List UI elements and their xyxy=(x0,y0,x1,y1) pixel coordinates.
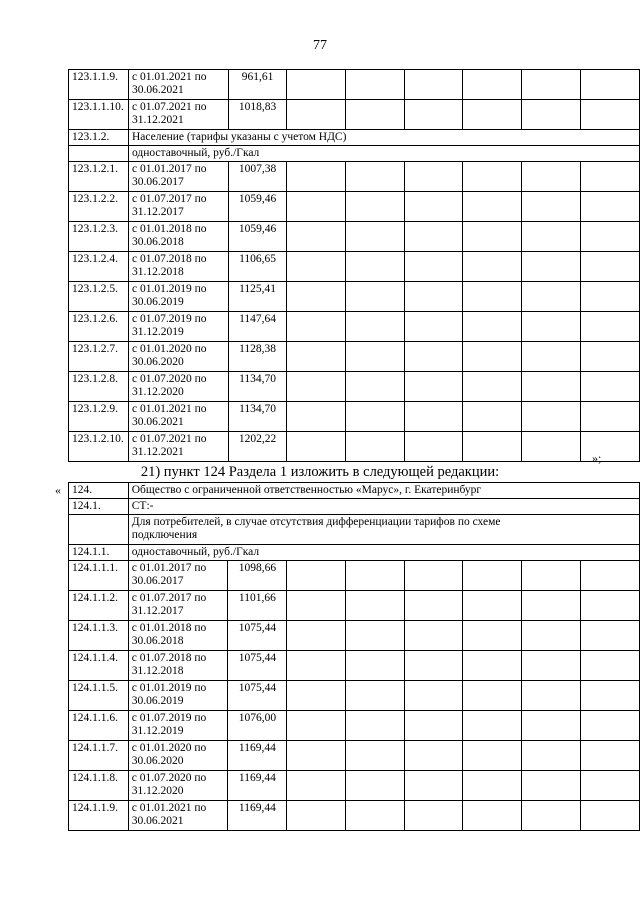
empty-cell xyxy=(345,312,404,342)
empty-cell xyxy=(463,801,522,831)
empty-cell xyxy=(463,402,522,432)
empty-cell xyxy=(522,771,580,801)
period-line: с 01.01.2018 по xyxy=(131,622,207,634)
empty-cell xyxy=(463,192,522,222)
period-line: 30.06.2017 xyxy=(131,176,184,188)
row-code: 124. xyxy=(69,483,129,499)
empty-cell xyxy=(580,771,639,801)
spanning-text: СТ:- xyxy=(131,500,154,512)
tariff-value: 1106,65 xyxy=(228,252,287,282)
period-line: 31.12.2018 xyxy=(131,266,184,278)
empty-cell xyxy=(463,681,522,711)
table-row xyxy=(69,681,640,711)
empty-cell xyxy=(404,621,462,651)
empty-cell xyxy=(463,222,522,252)
empty-cell xyxy=(345,621,404,651)
empty-cell xyxy=(580,100,639,130)
tariff-value: 1128,38 xyxy=(228,342,287,372)
empty-cell xyxy=(522,100,580,130)
table-row xyxy=(69,100,640,130)
table-row xyxy=(69,342,640,372)
empty-cell xyxy=(522,432,580,462)
tariff-value: 1147,64 xyxy=(228,312,287,342)
period-line: 31.12.2019 xyxy=(131,326,184,338)
row-code: 123.1.2. xyxy=(69,130,129,146)
empty-cell xyxy=(580,651,639,681)
row-code: 124.1. xyxy=(69,499,129,515)
empty-cell xyxy=(345,801,404,831)
empty-cell xyxy=(404,561,462,591)
empty-cell xyxy=(345,222,404,252)
spanning-text: подключения xyxy=(131,529,198,541)
empty-cell xyxy=(580,711,639,741)
empty-cell xyxy=(404,801,462,831)
empty-cell xyxy=(404,432,462,462)
period-cell xyxy=(128,432,228,462)
row-code: 123.1.2.10. xyxy=(69,432,129,462)
table-row xyxy=(69,282,640,312)
period-line: с 01.01.2019 по xyxy=(131,283,207,295)
tariff-value: 1134,70 xyxy=(228,372,287,402)
tariff-value: 1059,46 xyxy=(228,222,287,252)
empty-cell xyxy=(580,372,639,402)
empty-cell xyxy=(580,70,639,100)
table-row xyxy=(69,222,640,252)
spanning-text: Население (тарифы указаны с учетом НДС) xyxy=(131,131,347,143)
tariff-value: 1007,38 xyxy=(228,162,287,192)
empty-cell xyxy=(522,711,580,741)
period-line: 31.12.2021 xyxy=(131,446,184,458)
table-row xyxy=(69,312,640,342)
opening-quote: « xyxy=(55,483,61,497)
empty-cell xyxy=(522,222,580,252)
period-line: с 01.07.2019 по xyxy=(131,313,207,325)
empty-cell xyxy=(345,70,404,100)
tariff-value: 1101,66 xyxy=(228,591,287,621)
row-code: 124.1.1.2. xyxy=(69,591,129,621)
empty-cell xyxy=(287,432,345,462)
empty-cell xyxy=(345,100,404,130)
spanning-text: Для потребителей, в случае отсутствия дифференциации тарифов по схеме xyxy=(131,516,501,528)
row-code: 123.1.2.5. xyxy=(69,282,129,312)
period-line: 30.06.2021 xyxy=(131,815,184,827)
period-line: 31.12.2020 xyxy=(131,386,184,398)
period-line: с 01.01.2020 по xyxy=(131,742,207,754)
empty-cell xyxy=(287,711,345,741)
table-row xyxy=(69,252,640,282)
table-row xyxy=(69,130,640,146)
spanning-cell xyxy=(128,499,639,515)
spanning-text: одноставочный, руб./Гкал xyxy=(131,147,260,159)
empty-cell xyxy=(404,741,462,771)
row-code: 123.1.2.7. xyxy=(69,342,129,372)
row-code: 123.1.2.6. xyxy=(69,312,129,342)
empty-cell xyxy=(345,372,404,402)
table-row xyxy=(69,402,640,432)
period-line: с 01.01.2019 по xyxy=(131,682,207,694)
period-line: 31.12.2017 xyxy=(131,605,184,617)
tariff-value: 1169,44 xyxy=(228,741,287,771)
tariff-table-124 xyxy=(68,482,640,831)
empty-cell xyxy=(463,252,522,282)
period-line: с 01.01.2017 по xyxy=(131,163,207,175)
table-row xyxy=(69,591,640,621)
empty-cell xyxy=(463,162,522,192)
empty-cell xyxy=(287,801,345,831)
period-cell xyxy=(128,402,228,432)
empty-cell xyxy=(287,372,345,402)
table-row xyxy=(69,515,640,545)
tariff-value: 1098,66 xyxy=(228,561,287,591)
period-line: с 01.07.2019 по xyxy=(131,712,207,724)
empty-cell xyxy=(404,771,462,801)
empty-cell xyxy=(463,282,522,312)
empty-cell xyxy=(404,252,462,282)
period-line: 30.06.2020 xyxy=(131,356,184,368)
period-cell xyxy=(128,741,228,771)
empty-cell xyxy=(580,402,639,432)
period-line: с 01.01.2018 по xyxy=(131,223,207,235)
period-cell xyxy=(128,621,228,651)
empty-cell xyxy=(345,342,404,372)
empty-cell xyxy=(522,801,580,831)
empty-cell xyxy=(580,591,639,621)
table-row xyxy=(69,146,640,162)
empty-cell xyxy=(404,402,462,432)
tariff-value: 1075,44 xyxy=(228,681,287,711)
period-line: 30.06.2018 xyxy=(131,236,184,248)
empty-cell xyxy=(580,252,639,282)
period-line: 30.06.2017 xyxy=(131,575,184,587)
empty-cell xyxy=(287,561,345,591)
period-line: 31.12.2021 xyxy=(131,114,184,126)
spanning-text: Общество с ограниченной ответственностью «Марус», г. Екатеринбург xyxy=(131,484,482,496)
tariff-value: 1125,41 xyxy=(228,282,287,312)
period-line: с 01.07.2017 по xyxy=(131,592,207,604)
table-row xyxy=(69,70,640,100)
empty-cell xyxy=(404,282,462,312)
row-code: 124.1.1.9. xyxy=(69,801,129,831)
period-line: с 01.01.2020 по xyxy=(131,343,207,355)
empty-cell xyxy=(345,561,404,591)
empty-cell xyxy=(404,222,462,252)
empty-cell xyxy=(522,70,580,100)
table-row xyxy=(69,621,640,651)
tariff-value: 1075,44 xyxy=(228,621,287,651)
empty-cell xyxy=(404,651,462,681)
empty-cell xyxy=(287,282,345,312)
tariff-value: 1169,44 xyxy=(228,771,287,801)
tariff-value: 1134,70 xyxy=(228,402,287,432)
row-code: 124.1.1. xyxy=(69,545,129,561)
period-line: с 01.07.2020 по xyxy=(131,772,207,784)
table-row xyxy=(69,741,640,771)
empty-cell xyxy=(463,561,522,591)
empty-cell xyxy=(287,621,345,651)
empty-cell xyxy=(345,741,404,771)
spanning-cell xyxy=(128,515,639,545)
empty-cell xyxy=(580,432,639,462)
period-cell xyxy=(128,252,228,282)
empty-cell xyxy=(463,621,522,651)
empty-cell xyxy=(580,192,639,222)
empty-cell xyxy=(404,591,462,621)
empty-cell xyxy=(345,282,404,312)
row-code xyxy=(69,146,129,162)
table-row xyxy=(69,499,640,515)
empty-cell xyxy=(404,192,462,222)
empty-cell xyxy=(522,651,580,681)
empty-cell xyxy=(522,342,580,372)
empty-cell xyxy=(345,591,404,621)
empty-cell xyxy=(404,372,462,402)
period-line: 31.12.2019 xyxy=(131,725,184,737)
row-code: 124.1.1.4. xyxy=(69,651,129,681)
empty-cell xyxy=(522,312,580,342)
period-cell xyxy=(128,192,228,222)
tariff-value: 1076,00 xyxy=(228,711,287,741)
empty-cell xyxy=(522,561,580,591)
empty-cell xyxy=(287,741,345,771)
period-cell xyxy=(128,222,228,252)
empty-cell xyxy=(580,222,639,252)
table-row xyxy=(69,711,640,741)
tariff-value: 1202,22 xyxy=(228,432,287,462)
period-cell xyxy=(128,801,228,831)
period-cell xyxy=(128,681,228,711)
period-line: с 01.01.2021 по xyxy=(131,802,207,814)
empty-cell xyxy=(287,252,345,282)
table-row xyxy=(69,162,640,192)
period-line: 30.06.2021 xyxy=(131,84,184,96)
empty-cell xyxy=(287,771,345,801)
period-cell xyxy=(128,342,228,372)
period-line: 31.12.2018 xyxy=(131,665,184,677)
period-cell xyxy=(128,591,228,621)
period-line: 30.06.2021 xyxy=(131,416,184,428)
empty-cell xyxy=(287,591,345,621)
period-cell xyxy=(128,70,228,100)
page-number: 77 xyxy=(313,38,327,53)
row-code: 124.1.1.6. xyxy=(69,711,129,741)
empty-cell xyxy=(522,282,580,312)
tariff-value: 1018,83 xyxy=(228,100,287,130)
empty-cell xyxy=(463,771,522,801)
empty-cell xyxy=(463,651,522,681)
empty-cell xyxy=(580,312,639,342)
table-row xyxy=(69,545,640,561)
empty-cell xyxy=(287,312,345,342)
empty-cell xyxy=(404,162,462,192)
empty-cell xyxy=(580,801,639,831)
empty-cell xyxy=(345,711,404,741)
row-code xyxy=(69,515,129,545)
empty-cell xyxy=(287,162,345,192)
empty-cell xyxy=(522,741,580,771)
period-line: 30.06.2019 xyxy=(131,296,184,308)
empty-cell xyxy=(345,192,404,222)
empty-cell xyxy=(404,70,462,100)
period-line: с 01.07.2018 по xyxy=(131,253,207,265)
empty-cell xyxy=(463,100,522,130)
empty-cell xyxy=(522,681,580,711)
empty-cell xyxy=(463,70,522,100)
period-line: с 01.07.2021 по xyxy=(131,101,207,113)
period-line: с 01.07.2017 по xyxy=(131,193,207,205)
empty-cell xyxy=(522,372,580,402)
spanning-cell xyxy=(128,130,639,146)
empty-cell xyxy=(522,252,580,282)
row-code: 124.1.1.7. xyxy=(69,741,129,771)
row-code: 123.1.2.8. xyxy=(69,372,129,402)
period-line: 31.12.2017 xyxy=(131,206,184,218)
period-line: с 01.07.2021 по xyxy=(131,433,207,445)
empty-cell xyxy=(345,402,404,432)
spanning-cell xyxy=(128,146,639,162)
tariff-value: 961,61 xyxy=(228,70,287,100)
period-line: 30.06.2020 xyxy=(131,755,184,767)
table-row xyxy=(69,801,640,831)
empty-cell xyxy=(345,651,404,681)
table-row xyxy=(69,483,640,499)
empty-cell xyxy=(580,681,639,711)
empty-cell xyxy=(580,621,639,651)
period-line: с 01.07.2018 по xyxy=(131,652,207,664)
table-row xyxy=(69,651,640,681)
table-row xyxy=(69,561,640,591)
empty-cell xyxy=(580,741,639,771)
period-cell xyxy=(128,372,228,402)
empty-cell xyxy=(522,192,580,222)
empty-cell xyxy=(287,651,345,681)
empty-cell xyxy=(404,711,462,741)
period-line: с 01.01.2021 по xyxy=(131,403,207,415)
empty-cell xyxy=(463,711,522,741)
empty-cell xyxy=(463,342,522,372)
empty-cell xyxy=(287,70,345,100)
empty-cell xyxy=(580,162,639,192)
empty-cell xyxy=(404,312,462,342)
tariff-value: 1169,44 xyxy=(228,801,287,831)
empty-cell xyxy=(404,342,462,372)
empty-cell xyxy=(522,402,580,432)
empty-cell xyxy=(287,402,345,432)
empty-cell xyxy=(522,621,580,651)
empty-cell xyxy=(287,681,345,711)
empty-cell xyxy=(463,591,522,621)
empty-cell xyxy=(463,312,522,342)
empty-cell xyxy=(580,342,639,372)
row-code: 123.1.2.9. xyxy=(69,402,129,432)
period-cell xyxy=(128,162,228,192)
row-code: 123.1.1.9. xyxy=(69,70,129,100)
closing-quote: »; xyxy=(592,451,602,465)
row-code: 124.1.1.8. xyxy=(69,771,129,801)
spanning-text: одноставочный, руб./Гкал xyxy=(131,546,260,558)
table-row xyxy=(69,771,640,801)
period-cell xyxy=(128,651,228,681)
period-line: с 01.01.2021 по xyxy=(131,71,207,83)
empty-cell xyxy=(522,591,580,621)
empty-cell xyxy=(463,741,522,771)
period-cell xyxy=(128,771,228,801)
empty-cell xyxy=(404,681,462,711)
row-code: 123.1.1.10. xyxy=(69,100,129,130)
empty-cell xyxy=(287,222,345,252)
table-row xyxy=(69,432,640,462)
table-row xyxy=(69,192,640,222)
period-cell xyxy=(128,312,228,342)
row-code: 123.1.2.1. xyxy=(69,162,129,192)
empty-cell xyxy=(463,432,522,462)
empty-cell xyxy=(345,771,404,801)
row-code: 124.1.1.1. xyxy=(69,561,129,591)
period-line: с 01.01.2017 по xyxy=(131,562,207,574)
empty-cell xyxy=(522,162,580,192)
empty-cell xyxy=(345,162,404,192)
spanning-cell xyxy=(128,545,639,561)
period-line: 30.06.2018 xyxy=(131,635,184,647)
section-heading: 21) пункт 124 Раздела 1 изложить в следующей редакции: xyxy=(140,464,500,480)
empty-cell xyxy=(345,681,404,711)
empty-cell xyxy=(287,342,345,372)
empty-cell xyxy=(404,100,462,130)
empty-cell xyxy=(580,561,639,591)
table-row xyxy=(69,372,640,402)
tariff-value: 1059,46 xyxy=(228,192,287,222)
empty-cell xyxy=(463,372,522,402)
spanning-cell xyxy=(128,483,639,499)
period-cell xyxy=(128,100,228,130)
empty-cell xyxy=(345,252,404,282)
tariff-value: 1075,44 xyxy=(228,651,287,681)
period-line: 31.12.2020 xyxy=(131,785,184,797)
period-cell xyxy=(128,282,228,312)
period-line: с 01.07.2020 по xyxy=(131,373,207,385)
empty-cell xyxy=(287,100,345,130)
row-code: 123.1.2.4. xyxy=(69,252,129,282)
row-code: 123.1.2.3. xyxy=(69,222,129,252)
empty-cell xyxy=(345,432,404,462)
empty-cell xyxy=(287,192,345,222)
period-cell xyxy=(128,711,228,741)
empty-cell xyxy=(580,282,639,312)
tariff-table-123 xyxy=(68,69,640,462)
row-code: 123.1.2.2. xyxy=(69,192,129,222)
period-cell xyxy=(128,561,228,591)
row-code: 124.1.1.3. xyxy=(69,621,129,651)
row-code: 124.1.1.5. xyxy=(69,681,129,711)
period-line: 30.06.2019 xyxy=(131,695,184,707)
